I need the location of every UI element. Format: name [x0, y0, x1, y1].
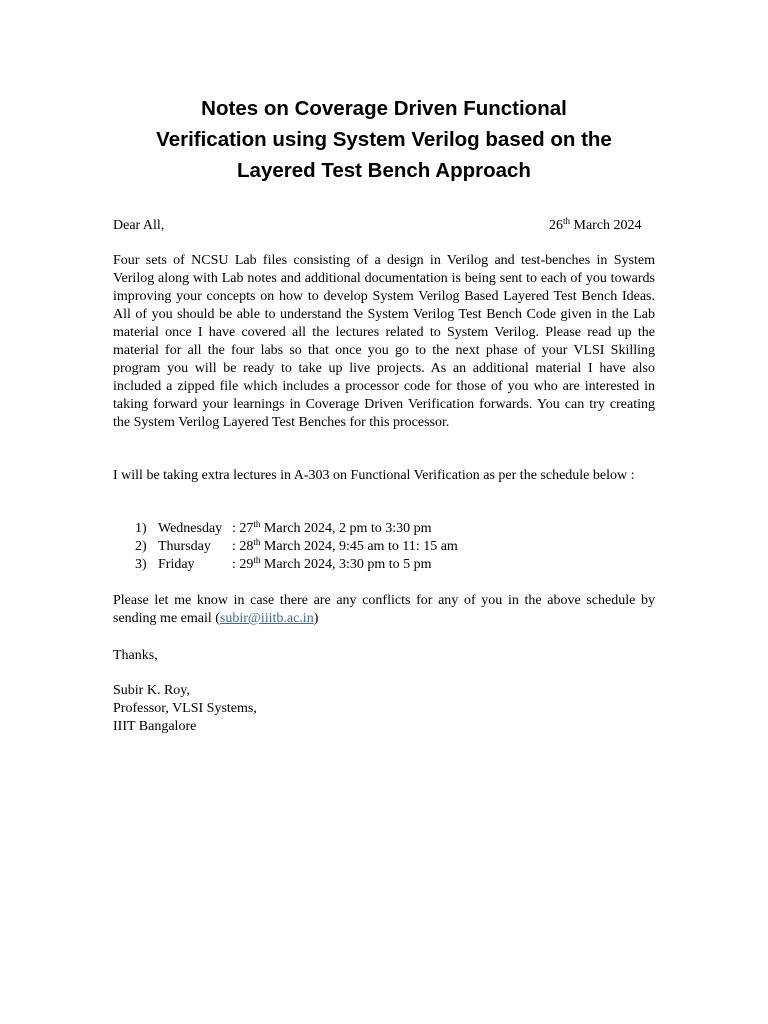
schedule-date-suffix: th [253, 555, 261, 565]
title-line-1: Notes on Coverage Driven Functional [201, 97, 567, 120]
signature-org: IIIT Bangalore [113, 719, 197, 734]
document-title [100, 93, 668, 186]
schedule-item [135, 556, 458, 574]
schedule-day: Friday [158, 557, 195, 572]
schedule-number: 3) [135, 557, 147, 572]
schedule-date-suffix: th [253, 537, 261, 547]
schedule-list [135, 520, 458, 574]
paragraph-conflicts [113, 592, 655, 628]
schedule-date [232, 538, 458, 556]
schedule-item [135, 538, 458, 556]
schedule-number: 2) [135, 539, 147, 554]
schedule-date-rest: March 2024, 9:45 am to 11: 15 am [260, 539, 458, 554]
schedule-date-rest: March 2024, 3:30 pm to 5 pm [260, 557, 432, 572]
schedule-date [232, 556, 432, 574]
paragraph-lab-files: Four sets of NCSU Lab files consisting of a design in Verilog and test-benches in System Verilog along with Lab notes and additional documentation is being sent to each of you towards improving your concepts on how to develop System Verilog Based Layered Test Bench Ideas. All of you should be able to understand the System Verilog Test Bench Code given in the Lab material once I have covered all the lectures related to System Verilog. Please read up the material for all the four labs so that once you go to the next phase of your VLSI Skilling program you will be ready to take up live projects. As an additional material I have also included a zipped file which includes a processor code for those of you who are interested in taking forward your learnings in Coverage Driven Verification forwards. You can try creating the System Verilog Layered Test Benches for this processor. [113, 253, 655, 430]
date-suffix: th [563, 216, 571, 226]
schedule-date-rest: March 2024, 2 pm to 3:30 pm [260, 521, 432, 536]
greeting: Dear All, [113, 218, 165, 233]
schedule-date-prefix: : 27 [232, 521, 254, 536]
closing-thanks: Thanks, [113, 648, 158, 663]
title-line-2: Verification using System Verilog based on the [156, 128, 612, 151]
schedule-date-prefix: : 29 [232, 557, 254, 572]
paragraph-lectures: I will be taking extra lectures in A-303 on Functional Verification as per the schedule below : [113, 468, 635, 483]
date-rest: March 2024 [570, 218, 642, 233]
schedule-item [135, 520, 458, 538]
conflicts-text-end: ) [313, 611, 319, 626]
signature-title: Professor, VLSI Systems, [113, 701, 257, 716]
date-day: 26 [549, 218, 563, 233]
signature-name: Subir K. Roy, [113, 683, 190, 698]
schedule-day: Wednesday [158, 521, 223, 536]
signature-block [113, 682, 257, 736]
title-line-3: Layered Test Bench Approach [237, 159, 531, 182]
schedule-date-prefix: : 28 [232, 539, 254, 554]
conflicts-text: Please let me know in case there are any conflicts for any of you in the above schedule by sending me email ( [113, 593, 655, 626]
schedule-date-suffix: th [253, 519, 261, 529]
schedule-number: 1) [135, 521, 147, 536]
schedule-day: Thursday [158, 539, 211, 554]
schedule-date [232, 520, 432, 538]
email-link[interactable]: subir@iiitb.ac.in [219, 611, 314, 626]
letter-date [549, 217, 642, 235]
